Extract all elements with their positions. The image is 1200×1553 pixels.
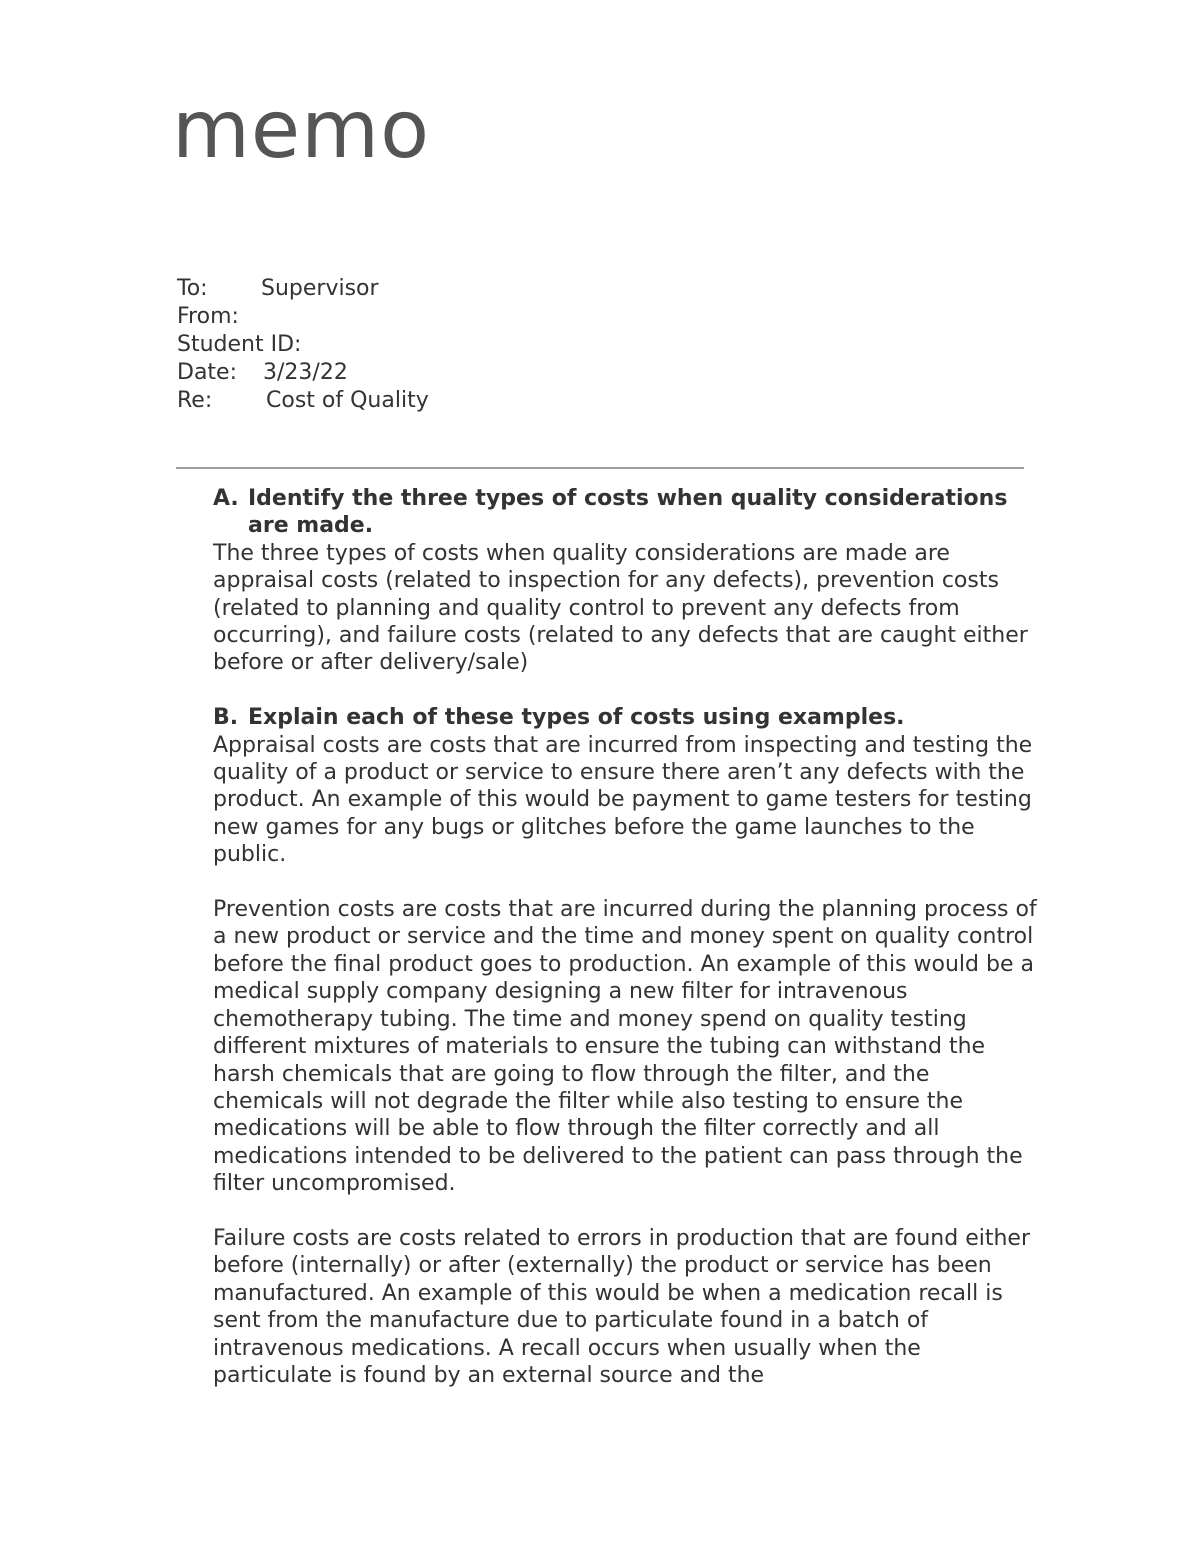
to-row	[177, 275, 429, 303]
re-value: Cost of Quality	[266, 388, 429, 413]
memo-title: memo	[172, 83, 431, 176]
student-id-row	[177, 331, 429, 359]
from-label: From:	[177, 304, 239, 329]
spacer	[213, 869, 1043, 896]
date-label: Date:	[177, 360, 237, 385]
header-divider	[176, 467, 1024, 469]
prevention-paragraph: Prevention costs are costs that are incurred during the planning process of a new product or service and the time and money spent on quality control before the final product goes to production. An example of this would be a medical supply company designing a new filter for intravenous chemotherapy tubing. The time and money spend on quality testing different mixtures of materials to ensure the tubing can withstand the harsh chemicals that are going to flow through the filter, and the chemicals will not degrade the filter while also testing to ensure the medications will be able to flow through the filter correctly and all medications intended to be delivered to the patient can pass through the filter uncompromised.	[213, 897, 1037, 1197]
date-value: 3/23/22	[263, 360, 348, 385]
to-label: To:	[177, 276, 208, 301]
spacer	[213, 1198, 1043, 1225]
section-b-letter: B.	[213, 705, 239, 731]
spacer	[213, 677, 1043, 704]
from-row	[177, 303, 429, 331]
section-a-letter: A.	[213, 486, 239, 511]
section-a-question-text: Identify the three types of costs when quality considerations are made.	[248, 486, 1008, 539]
section-a-question	[213, 485, 1043, 540]
section-b-question-text: Explain each of these types of costs using examples.	[248, 705, 905, 731]
date-row	[177, 359, 429, 387]
to-value: Supervisor	[261, 276, 379, 301]
section-a-answer: The three types of costs when quality considerations are made are appraisal costs (related to inspection for any defects), prevention costs (related to planning and quality control to prevent any defects from occurring), and failure costs (related to any defects that are caught either before or after delivery/sale)	[213, 540, 1028, 676]
re-row	[177, 387, 429, 415]
section-b-question	[213, 704, 1043, 731]
memo-body	[213, 485, 1043, 1389]
failure-paragraph: Failure costs are costs related to errors in production that are found either before (internally) or after (externally) the product or service has been manufactured. An example of this would be when a medication recall is sent from the manufacture due to particulate found in a batch of intravenous medications. A recall occurs when usually when the particulate is found by an external source and the	[213, 1225, 1031, 1388]
memo-header	[177, 275, 429, 415]
student-id-label: Student ID:	[177, 332, 302, 357]
appraisal-paragraph: Appraisal costs are costs that are incurred from inspecting and testing the quality of a product or service to ensure there aren’t any defects with the product. An example of this would be payment to game testers for testing new games for any bugs or glitches before the game launches to the public.	[213, 732, 1033, 868]
re-label: Re:	[177, 388, 213, 413]
